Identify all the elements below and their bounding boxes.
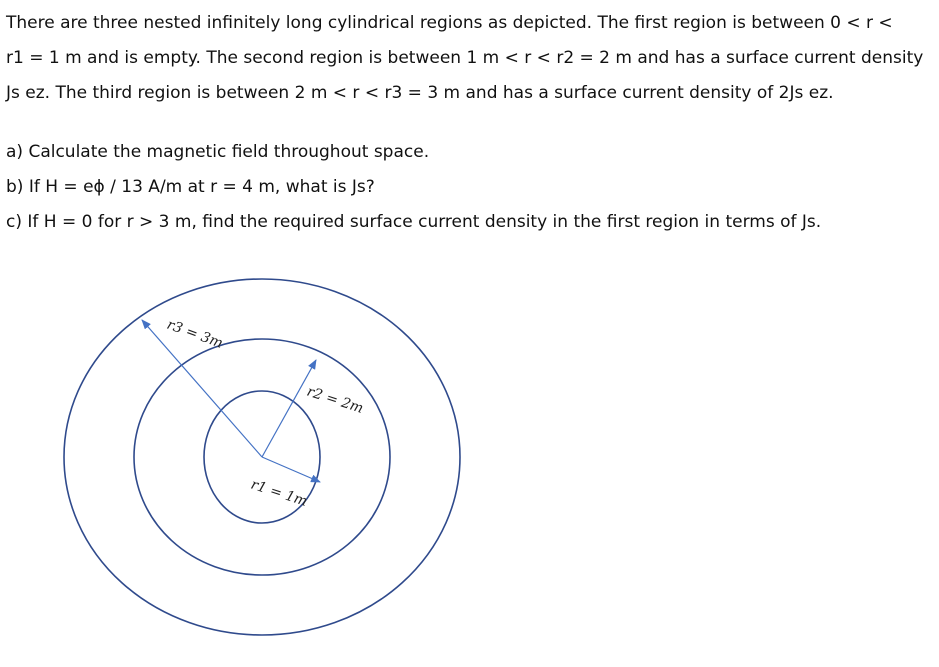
nested-cylinders-diagram (0, 250, 470, 667)
question-b: b) If H = eϕ / 13 A/m at r = 4 m, what is Js? (6, 177, 375, 197)
r2-radius-arrow (262, 360, 316, 457)
question-a: a) Calculate the magnetic field throughout space. (6, 142, 430, 162)
r1-label: r1 = 1m (248, 476, 310, 510)
question-c: c) If H = 0 for r > 3 m, find the required surface current density in the first region in terms of Js. (6, 212, 822, 232)
r3-label: r3 = 3m (164, 316, 226, 352)
intro-line-3: Js ez. The third region is between 2 m < r < r3 = 3 m and has a surface current density of 2Js ez. (6, 83, 834, 103)
r2-label: r2 = 2m (304, 383, 366, 417)
intro-line-1: There are three nested infinitely long cylindrical regions as depicted. The first region is between 0 < r < (6, 13, 893, 33)
r1-radius-arrow (262, 457, 320, 482)
intro-line-2: r1 = 1 m and is empty. The second region is between 1 m < r < r2 = 2 m and has a surface current density (6, 48, 924, 68)
problem-statement (6, 6, 931, 240)
